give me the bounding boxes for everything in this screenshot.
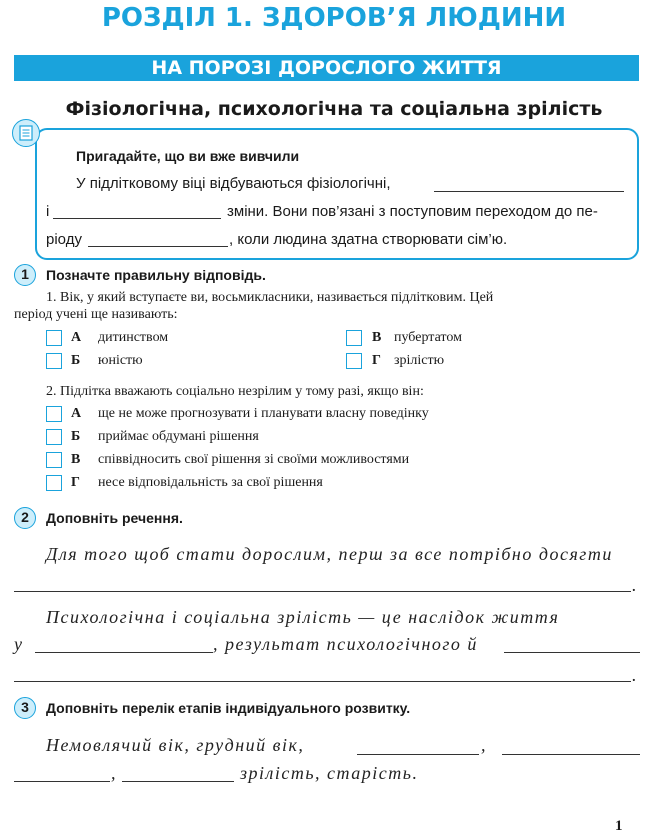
task-number: 3 — [14, 697, 36, 719]
option-text: пубертатом — [394, 330, 462, 345]
answer-blank[interactable] — [434, 191, 624, 192]
answer-checkbox[interactable] — [46, 429, 62, 445]
recall-line-3-end: , коли людина здатна створювати сім’ю. — [229, 231, 508, 248]
option-letter: А — [71, 330, 82, 345]
answer-blank[interactable] — [53, 218, 221, 219]
page-subtitle: Фізіологічна, психологічна та соціальна зрілість — [65, 98, 603, 120]
answer-checkbox[interactable] — [46, 353, 62, 369]
recall-heading: Пригадайте, що ви вже вивчили — [76, 148, 300, 164]
sentence-text: Немовлячий вік, грудний вік, — [46, 735, 305, 755]
option-text: несе відповідальність за свої рішення — [98, 475, 323, 490]
question-text: 2. Підлітка вважають соціально незрілим у тому разі, якщо він: — [46, 384, 424, 399]
answer-checkbox[interactable] — [346, 353, 362, 369]
sentence-text: зрілість, старість. — [240, 763, 419, 783]
task-number: 2 — [14, 507, 36, 529]
recall-line-2-start: і — [46, 203, 50, 220]
answer-blank[interactable] — [357, 754, 479, 755]
answer-checkbox[interactable] — [46, 475, 62, 491]
answer-checkbox[interactable] — [46, 406, 62, 422]
sentence-text: Психологічна і соціальна зрілість — це наслідок життя — [46, 607, 560, 627]
list-comma: , — [111, 763, 117, 783]
list-comma: , — [481, 735, 487, 755]
task-heading: Позначте правильну відповідь. — [46, 267, 266, 283]
answer-blank[interactable] — [502, 754, 640, 755]
sentence-text: у — [14, 634, 24, 654]
sentence-period: . — [632, 665, 638, 685]
option-text: ще не може прогнозувати і планувати власну поведінку — [98, 406, 429, 421]
option-text: співвідносить свої рішення зі своїми можливостями — [98, 452, 410, 467]
recall-line-1: У підлітковому віці відбуваються фізіологічні, — [76, 175, 391, 192]
option-letter: Г — [71, 475, 80, 490]
option-text: дитинством — [98, 330, 169, 345]
answer-checkbox[interactable] — [46, 452, 62, 468]
answer-blank[interactable] — [88, 246, 228, 247]
sentence-text: Для того щоб стати дорослим, перш за все потрібно досягти — [46, 544, 613, 564]
page-number: 1 — [615, 818, 623, 834]
recall-line-2-end: зміни. Вони пов’язані з поступовим переходом до пе- — [227, 203, 598, 220]
section-banner: НА ПОРОЗІ ДОРОСЛОГО ЖИТТЯ — [14, 55, 639, 81]
option-text: приймає обдумані рішення — [98, 429, 259, 444]
chapter-title: РОЗДІЛ 1. ЗДОРОВ’Я ЛЮДИНИ — [101, 3, 567, 33]
question-text: період учені ще називають: — [14, 307, 178, 322]
answer-line[interactable] — [14, 591, 631, 592]
answer-blank[interactable] — [122, 781, 234, 782]
notepad-icon — [12, 119, 40, 147]
option-letter: В — [71, 452, 81, 467]
option-letter: А — [71, 406, 82, 421]
option-letter: Г — [372, 353, 381, 368]
question-text: 1. Вік, у який вступаєте ви, восьмикласники, називається підлітковим. Цей — [46, 290, 494, 305]
option-text: юністю — [98, 353, 143, 368]
task-heading: Доповніть перелік етапів індивідуального розвитку. — [46, 700, 411, 716]
task-heading: Доповніть речення. — [46, 510, 183, 526]
answer-line[interactable] — [14, 681, 631, 682]
option-text: зрілістю — [394, 353, 445, 368]
answer-checkbox[interactable] — [46, 330, 62, 346]
task-number: 1 — [14, 264, 36, 286]
sentence-text: , результат психологічного й — [213, 634, 478, 654]
sentence-period: . — [632, 575, 638, 595]
answer-checkbox[interactable] — [346, 330, 362, 346]
option-letter: Б — [71, 353, 81, 368]
recall-line-3-start: ріоду — [46, 231, 82, 248]
answer-blank[interactable] — [14, 781, 110, 782]
option-letter: Б — [71, 429, 81, 444]
option-letter: В — [372, 330, 382, 345]
answer-blank[interactable] — [35, 652, 213, 653]
answer-blank[interactable] — [504, 652, 640, 653]
